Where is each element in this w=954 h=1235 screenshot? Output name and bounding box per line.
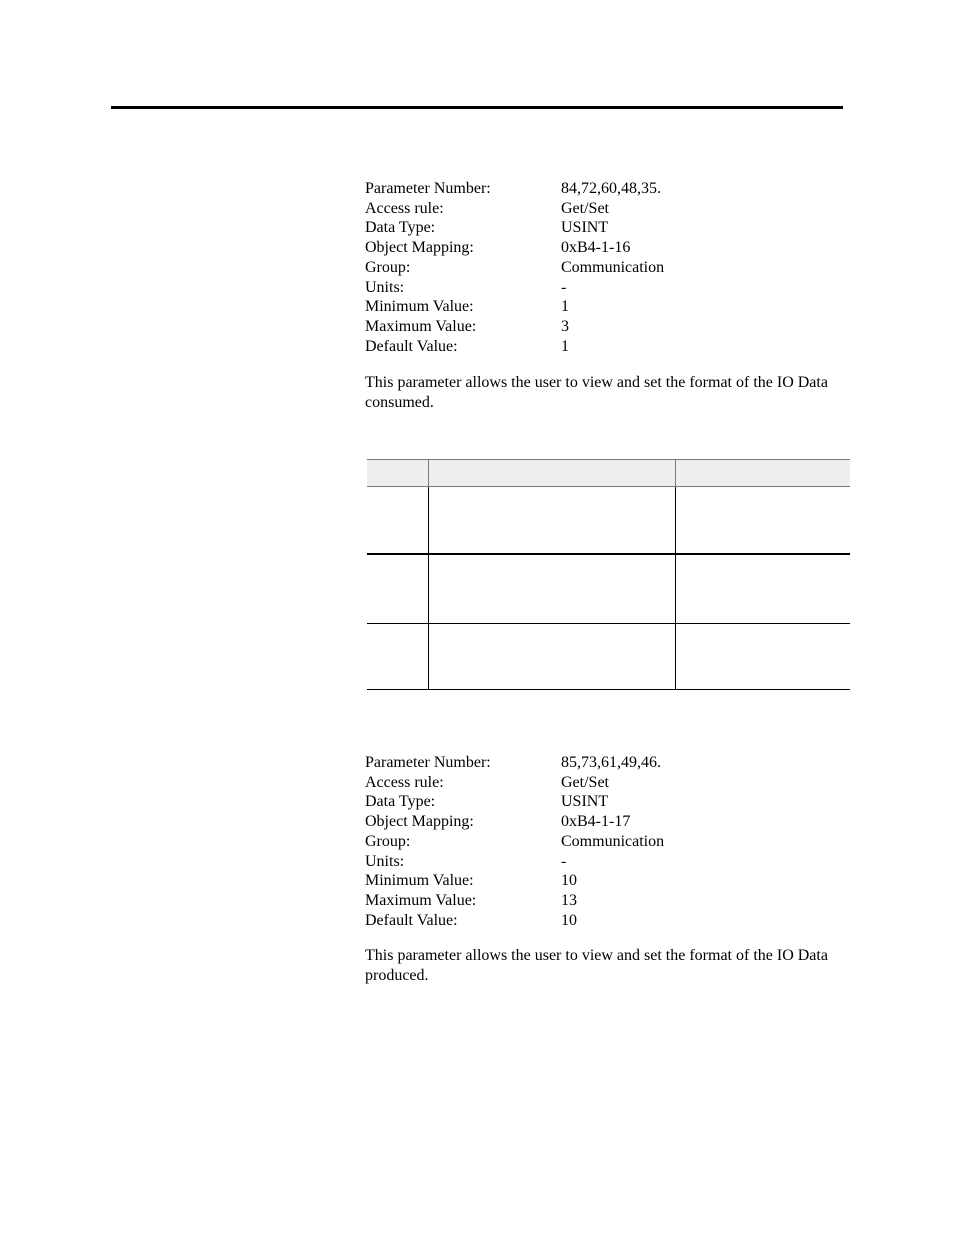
param-row	[365, 218, 845, 238]
param-label: Group:	[365, 258, 411, 276]
param-value: 84,72,60,48,35.	[561, 180, 661, 197]
table-header-cell	[367, 460, 429, 486]
param-row	[365, 871, 845, 891]
param-row	[365, 852, 845, 872]
param-row	[365, 199, 845, 219]
param-label: Minimum Value:	[365, 298, 474, 316]
param-row	[365, 297, 845, 317]
param-row	[365, 337, 845, 357]
param-value: 10	[561, 911, 577, 929]
param-row	[365, 911, 845, 931]
param-row	[365, 753, 845, 773]
param-label: Access rule:	[365, 773, 444, 791]
param-row	[365, 238, 845, 258]
produced-description: This parameter allows the user to view and set the format of the IO Data produced.	[365, 947, 828, 984]
table-cell	[429, 487, 676, 553]
param-label: Group:	[365, 832, 411, 850]
param-label: Access rule:	[365, 199, 444, 217]
param-label: Default Value:	[365, 337, 458, 355]
param-value: USINT	[561, 793, 609, 811]
param-label: Minimum Value:	[365, 872, 474, 890]
param-label: Object Mapping:	[365, 239, 474, 257]
param-label: Units:	[365, 278, 405, 296]
param-label: Parameter Number:	[365, 754, 491, 771]
param-value: 3	[561, 317, 569, 335]
param-row	[365, 832, 845, 852]
param-row	[365, 179, 845, 199]
table-cell	[367, 487, 429, 553]
param-row	[365, 792, 845, 812]
param-value: 1	[561, 337, 569, 355]
param-label: Data Type:	[365, 219, 436, 237]
param-row	[365, 773, 845, 793]
param-value: Communication	[561, 832, 665, 850]
param-label: Maximum Value:	[365, 891, 477, 909]
param-label: Maximum Value:	[365, 317, 477, 335]
consumed-parameter-block	[365, 179, 845, 356]
produced-parameter-block	[365, 753, 845, 930]
table-row	[367, 555, 850, 624]
param-value: -	[561, 852, 567, 870]
param-value: -	[561, 278, 567, 296]
table-header	[367, 459, 850, 487]
param-row	[365, 891, 845, 911]
param-value: Get/Set	[561, 199, 609, 217]
table-row	[367, 487, 850, 555]
table-cell	[676, 487, 850, 553]
param-row	[365, 812, 845, 832]
param-value: Communication	[561, 258, 665, 276]
param-value: 0xB4-1-17	[561, 813, 631, 831]
table-header-cell	[429, 460, 676, 486]
param-row	[365, 278, 845, 298]
table-cell	[429, 624, 676, 689]
table-cell	[367, 624, 429, 689]
param-value: 85,73,61,49,46.	[561, 754, 661, 771]
param-value: 1	[561, 298, 569, 316]
table-row	[367, 624, 850, 690]
param-row	[365, 258, 845, 278]
param-label: Units:	[365, 852, 405, 870]
param-value: 13	[561, 891, 577, 909]
param-label: Data Type:	[365, 793, 436, 811]
param-label: Object Mapping:	[365, 813, 474, 831]
table-cell	[367, 555, 429, 623]
table-cell	[676, 555, 850, 623]
param-value: 10	[561, 872, 577, 890]
format-table	[367, 459, 850, 690]
consumed-description: This parameter allows the user to view and set the format of the IO Data consumed.	[365, 374, 828, 411]
param-label: Default Value:	[365, 911, 458, 929]
param-value: USINT	[561, 219, 609, 237]
table-header-cell	[676, 460, 850, 486]
header-rule	[111, 106, 843, 109]
param-row	[365, 317, 845, 337]
table-cell	[676, 624, 850, 689]
table-cell	[429, 555, 676, 623]
param-value: 0xB4-1-16	[561, 239, 631, 257]
param-label: Parameter Number:	[365, 180, 491, 197]
param-value: Get/Set	[561, 773, 609, 791]
